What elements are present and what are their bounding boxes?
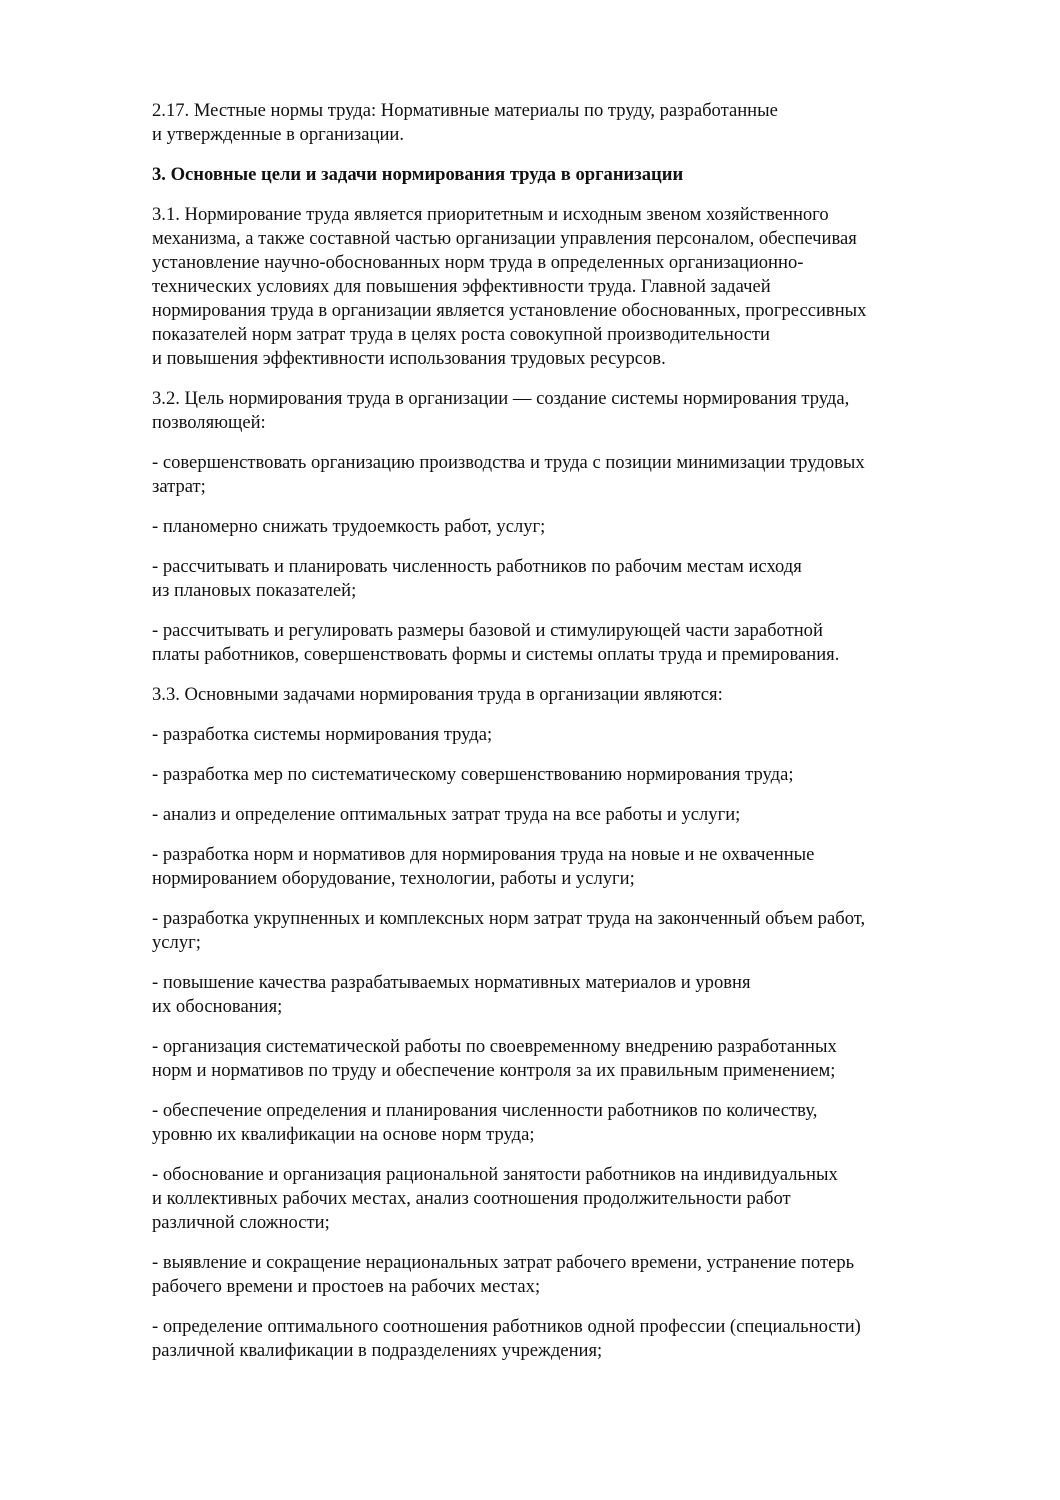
text-line: - рассчитывать и планировать численность работников по рабочим местам исходя bbox=[152, 556, 802, 577]
paragraph bbox=[152, 619, 992, 667]
paragraph bbox=[152, 555, 992, 603]
text-line: 3.3. Основными задачами нормирования труда в организации являются: bbox=[152, 684, 723, 705]
paragraph bbox=[152, 971, 992, 1019]
text-line: - анализ и определение оптимальных затрат труда на все работы и услуги; bbox=[152, 804, 741, 825]
text-line: - разработка системы нормирования труда; bbox=[152, 724, 493, 745]
text-line: - организация систематической работы по своевременному внедрению разработанных bbox=[152, 1036, 837, 1057]
text-line: платы работников, совершенствовать формы и системы оплаты труда и премирования. bbox=[152, 644, 840, 665]
text-line: - разработка укрупненных и комплексных норм затрат труда на законченный объем работ, bbox=[152, 908, 866, 929]
paragraph bbox=[152, 1315, 992, 1363]
text-line: - совершенствовать организацию производства и труда с позиции минимизации трудовых bbox=[152, 452, 865, 473]
text-line: установление научно-обоснованных норм труда в определенных организационно- bbox=[152, 252, 804, 273]
paragraph bbox=[152, 843, 992, 891]
paragraph bbox=[152, 203, 992, 371]
text-line: технических условиях для повышения эффективности труда. Главной задачей bbox=[152, 276, 771, 297]
text-line: различной квалификации в подразделениях учреждения; bbox=[152, 1340, 603, 1361]
text-line: и коллективных рабочих местах, анализ соотношения продолжительности работ bbox=[152, 1188, 791, 1209]
paragraph bbox=[152, 1251, 992, 1299]
text-line: 3.2. Цель нормирования труда в организации — создание системы нормирования труда, bbox=[152, 388, 850, 409]
paragraph bbox=[152, 1099, 992, 1147]
paragraph bbox=[152, 683, 992, 707]
text-line: норм и нормативов по труду и обеспечение контроля за их правильным применением; bbox=[152, 1060, 836, 1081]
text-line: - повышение качества разрабатываемых нормативных материалов и уровня bbox=[152, 972, 751, 993]
text-line: - выявление и сокращение нерациональных затрат рабочего времени, устранение потерь bbox=[152, 1252, 855, 1273]
text-line: - разработка мер по систематическому совершенствованию нормирования труда; bbox=[152, 764, 794, 785]
text-line: - обоснование и организация рациональной занятости работников на индивидуальных bbox=[152, 1164, 838, 1185]
text-line: - разработка норм и нормативов для нормирования труда на новые и не охваченные bbox=[152, 844, 815, 865]
paragraph bbox=[152, 803, 992, 827]
text-line: затрат; bbox=[152, 476, 206, 497]
text-line: - планомерно снижать трудоемкость работ, услуг; bbox=[152, 516, 546, 537]
text-line: позволяющей: bbox=[152, 412, 266, 433]
text-line: 3. Основные цели и задачи нормирования труда в организации bbox=[152, 164, 684, 185]
paragraph bbox=[152, 387, 992, 435]
text-line: нормированием оборудование, технологии, работы и услуги; bbox=[152, 868, 635, 889]
text-line: - рассчитывать и регулировать размеры базовой и стимулирующей части заработной bbox=[152, 620, 823, 641]
text-line: из плановых показателей; bbox=[152, 580, 357, 601]
text-line: различной сложности; bbox=[152, 1212, 330, 1233]
text-line: их обоснования; bbox=[152, 996, 283, 1017]
text-line: - обеспечение определения и планирования численности работников по количеству, bbox=[152, 1100, 818, 1121]
paragraph bbox=[152, 1035, 992, 1083]
text-line: и повышения эффективности использования трудовых ресурсов. bbox=[152, 348, 666, 369]
paragraph bbox=[152, 515, 992, 539]
text-line: уровню их квалификации на основе норм труда; bbox=[152, 1124, 535, 1145]
text-line: нормирования труда в организации является установление обоснованных, прогрессивных bbox=[152, 300, 867, 321]
text-line: механизма, а также составной частью организации управления персоналом, обеспечивая bbox=[152, 228, 857, 249]
text-line: услуг; bbox=[152, 932, 201, 953]
paragraph bbox=[152, 907, 992, 955]
text-line: показателей норм затрат труда в целях роста совокупной производительности bbox=[152, 324, 770, 345]
text-line: 3.1. Нормирование труда является приоритетным и исходным звеном хозяйственного bbox=[152, 204, 829, 225]
paragraph bbox=[152, 451, 992, 499]
paragraph bbox=[152, 99, 992, 147]
text-line: - определение оптимального соотношения работников одной профессии (специальности) bbox=[152, 1316, 861, 1337]
text-line: и утвержденные в организации. bbox=[152, 124, 404, 145]
paragraph bbox=[152, 1163, 992, 1235]
document-body bbox=[152, 99, 992, 1379]
text-line: 2.17. Местные нормы труда: Нормативные материалы по труду, разработанные bbox=[152, 100, 778, 121]
text-line: рабочего времени и простоев на рабочих местах; bbox=[152, 1276, 541, 1297]
section-heading bbox=[152, 163, 992, 187]
paragraph bbox=[152, 723, 992, 747]
paragraph bbox=[152, 763, 992, 787]
